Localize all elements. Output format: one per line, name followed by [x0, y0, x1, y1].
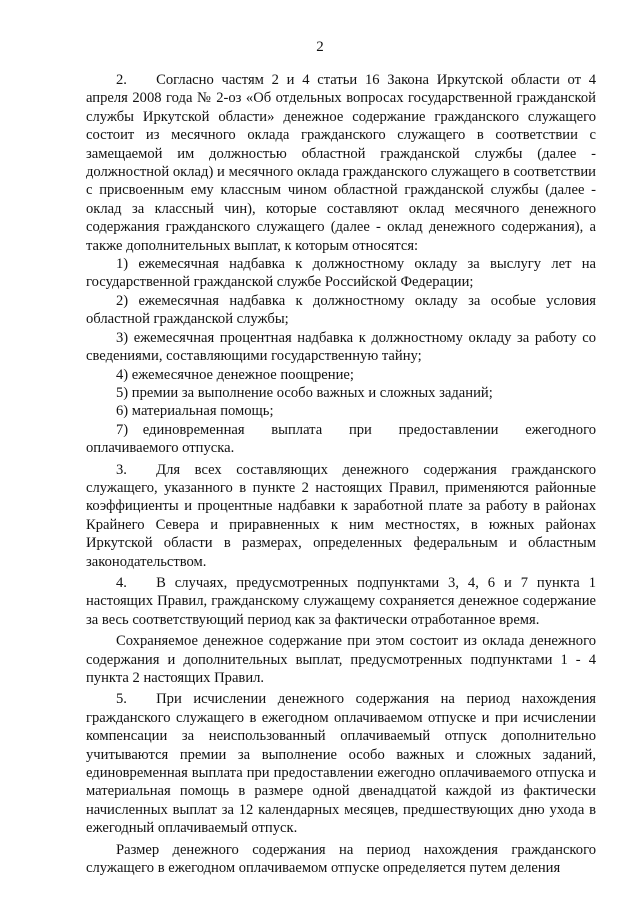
list-item-7: 7) единовременная выплата при предоставлении ежегодного оплачиваемого отпуска.	[86, 421, 596, 457]
list-item-1: 1) ежемесячная надбавка к должностному окладу за выслугу лет на государственной гражданской службе Российской Федерации;	[86, 256, 596, 291]
list-item-4: 4) ежемесячное денежное поощрение;	[116, 366, 354, 383]
paragraph-clause-3: 3. Для всех составляющих денежного содержания гражданского служащего, указанного в пункте 2 настоящих Правил, применяются районные коэффициенты и процентные надбавки к заработной плате за работу в районах Крайнего Севера и приравненных к ним местностях, в южных районах Иркутской области в размерах, определенных федеральным и областным законодательством.	[86, 461, 596, 570]
list-item-5: 5) премии за выполнение особо важных и сложных заданий;	[116, 384, 493, 401]
paragraph-clause-5: 5. При исчислении денежного содержания на период нахождения гражданского служащего в ежегодном оплачиваемом отпуске и при исчислении компенсации за неиспользованный оплачиваемый отпуск дополнительно учитываются премии за выполнение особо важных и сложных заданий, единовременная выплата при предоставлении ежегодно оплачиваемого отпуска и материальная помощь в размере одной двенадцатой каждой из фактически начисленных выплат за 12 календарных месяцев, предшествующих дню ухода в ежегодный оплачиваемый отпуск.	[86, 691, 596, 837]
paragraph-pay-calculation: Размер денежного содержания на период нахождения гражданского служащего в ежегодном оплачиваемом отпуске определяется путем деления	[86, 841, 596, 877]
paragraph-retained-pay: Сохраняемое денежное содержание при этом состоит из оклада денежного содержания и дополнительных выплат, предусмотренных подпунктами 1 - 4 пункта 2 настоящих Правил.	[86, 633, 596, 686]
list-item-3: 3) ежемесячная процентная надбавка к должностному окладу за работу со сведениями, составляющими государственную тайну;	[86, 329, 596, 365]
list-item-6: 6) материальная помощь;	[116, 403, 274, 420]
page-number: 2	[316, 39, 324, 55]
paragraph-clause-2: 2. Согласно частям 2 и 4 статьи 16 Закона Иркутской области от 4 апреля 2008 года № 2-оз «Об отдельных вопросах государственной гражданской службы Иркутской области» денежное содержание гражданского служащего состоит из месячного оклада гражданского служащего в соответствии с замещаемой им должностью областной гражданской службы (далее - должностной оклад) и месячного оклада гражданского служащего в соответствии с присвоенным ему классным чином областной гражданской службы (далее - оклад за классный чин), которые составляют оклад месячного денежного содержания гражданского служащего (далее - оклад денежного содержания), а также дополнительных выплат, к которым относятся:	[86, 72, 596, 254]
list-item-2: 2) ежемесячная надбавка к должностному окладу за особые условия областной гражданской службы;	[86, 292, 596, 328]
body-text	[86, 71, 596, 877]
paragraph-clause-4: 4. В случаях, предусмотренных подпунктами 3, 4, 6 и 7 пункта 1 настоящих Правил, гражданскому служащему сохраняется денежное содержание за весь соответствующий период как за фактически отработанное время.	[86, 574, 596, 628]
